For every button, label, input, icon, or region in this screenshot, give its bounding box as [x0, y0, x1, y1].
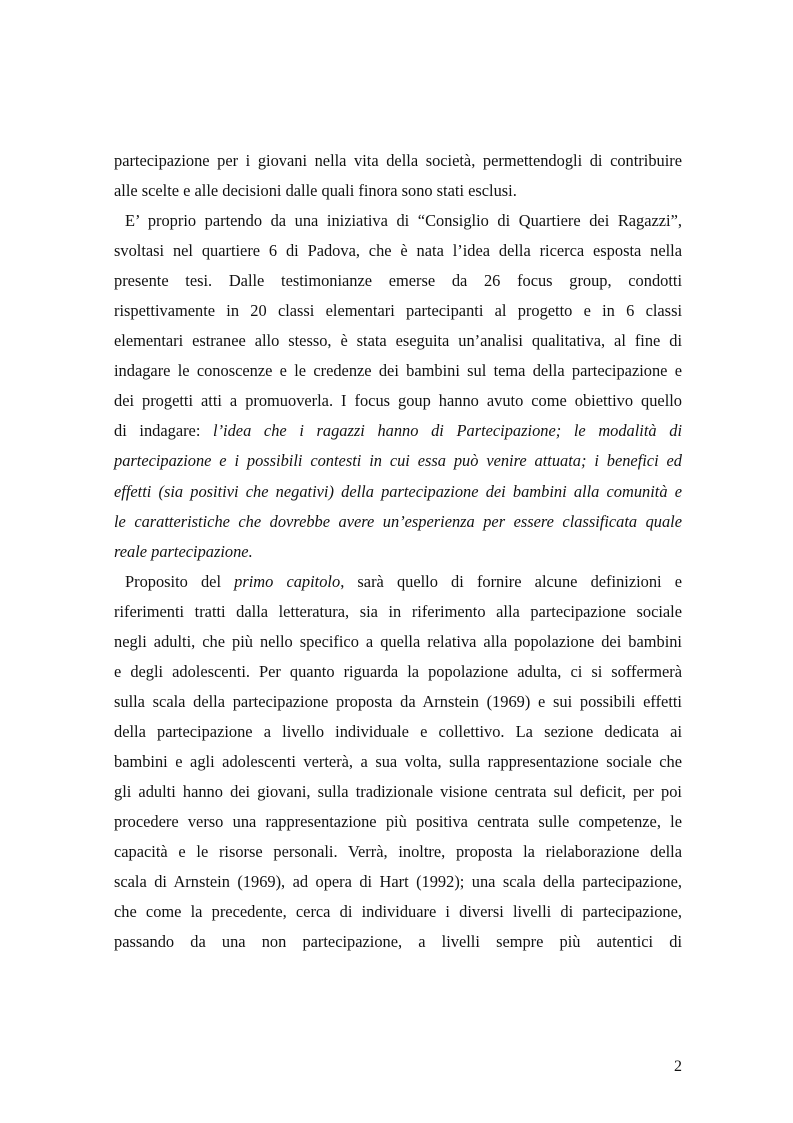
text-line [114, 807, 682, 837]
text-segment: indagare le conoscenze e le credenze dei bambini sul tema della partecipazione e [114, 361, 682, 381]
text-segment: bambini e agli adolescenti verterà, a sua volta, sulla rappresentazione sociale che [114, 751, 682, 771]
italic-text-segment: effetti (sia positivi che negativi) della partecipazione dei bambini alla comunità e [114, 481, 682, 501]
text-segment: gli adulti hanno dei giovani, sulla tradizionale visione centrata sul deficit, per poi [114, 781, 682, 801]
text-line [114, 537, 682, 567]
text-line [114, 176, 682, 206]
text-segment: e degli adolescenti. Per quanto riguarda la popolazione adulta, ci si soffermerà [114, 661, 682, 681]
text-segment: Proposito del [125, 571, 235, 591]
text-segment: passando da una non partecipazione, a livelli sempre più autentici di [114, 932, 682, 952]
text-segment: capacità e le risorse personali. Verrà, inoltre, proposta la rielaborazione della [114, 842, 682, 862]
text-line [114, 927, 682, 957]
text-line [114, 507, 682, 537]
italic-text-segment: partecipazione e i possibili contesti in cui essa può venire attuata; i benefici ed [114, 451, 682, 471]
text-segment: della partecipazione a livello individuale e collettivo. La sezione dedicata ai [114, 721, 682, 741]
text-segment: dei progetti atti a promuoverla. I focus goup hanno avuto come obiettivo quello [114, 391, 682, 411]
text-line [114, 326, 682, 356]
text-line [114, 266, 682, 296]
text-line [114, 687, 682, 717]
text-segment: E’ proprio partendo da una iniziativa di “Consiglio di Quartiere dei Ragazzi”, [125, 211, 682, 231]
text-segment: negli adulti, che più nello specifico a quella relativa alla popolazione dei bambini [114, 631, 682, 651]
text-line [114, 236, 682, 266]
page-number: 2 [674, 1058, 682, 1075]
text-segment: rispettivamente in 20 classi elementari partecipanti al progetto e in 6 classi [114, 301, 682, 321]
text-segment: , sarà quello di fornire alcune definizioni e [340, 571, 683, 591]
text-line [114, 356, 682, 386]
text-line [114, 837, 682, 867]
text-segment: partecipazione per i giovani nella vita della società, permettendogli di contribuire [114, 151, 682, 170]
text-line [114, 657, 682, 687]
text-line [114, 296, 682, 326]
text-segment: scala di Arnstein (1969), ad opera di Hart (1992); una scala della partecipazione, [114, 872, 682, 892]
text-line [114, 777, 682, 807]
text-line [114, 416, 682, 446]
text-line [114, 477, 682, 507]
text-line [114, 446, 682, 476]
text-line [114, 897, 682, 927]
text-segment: sulla scala della partecipazione proposta da Arnstein (1969) e sui possibili effetti [114, 691, 682, 711]
text-segment: riferimenti tratti dalla letteratura, sia in riferimento alla partecipazione sociale [114, 601, 682, 621]
italic-text-segment: le caratteristiche che dovrebbe avere un’esperienza per essere classificata quale [114, 511, 682, 531]
text-line [114, 627, 682, 657]
italic-text-segment: primo capitolo [234, 571, 341, 591]
text-segment: di indagare: [114, 421, 214, 441]
text-segment: alle scelte e alle decisioni dalle quali finora sono stati esclusi. [114, 181, 517, 201]
text-segment: presente tesi. Dalle testimonianze emerse da 26 focus group, condotti [114, 271, 682, 291]
text-line [114, 386, 682, 416]
text-segment: che come la precedente, cerca di individuare i diversi livelli di partecipazione, [114, 902, 682, 922]
text-line [114, 567, 682, 597]
body-text [114, 146, 682, 957]
text-line [114, 867, 682, 897]
text-segment: elementari estranee allo stesso, è stata eseguita un’analisi qualitativa, al fine di [114, 331, 682, 351]
text-segment: procedere verso una rappresentazione più positiva centrata sulle competenze, le [114, 812, 682, 832]
text-line [114, 747, 682, 777]
text-line [114, 597, 682, 627]
text-line [114, 146, 682, 176]
text-line [114, 206, 682, 236]
italic-text-segment: reale partecipazione. [114, 541, 253, 561]
text-segment: svoltasi nel quartiere 6 di Padova, che è nata l’idea della ricerca esposta nella [114, 241, 682, 261]
italic-text-segment: l’idea che i ragazzi hanno di Partecipazione; le modalità di [213, 421, 683, 441]
text-line [114, 717, 682, 747]
